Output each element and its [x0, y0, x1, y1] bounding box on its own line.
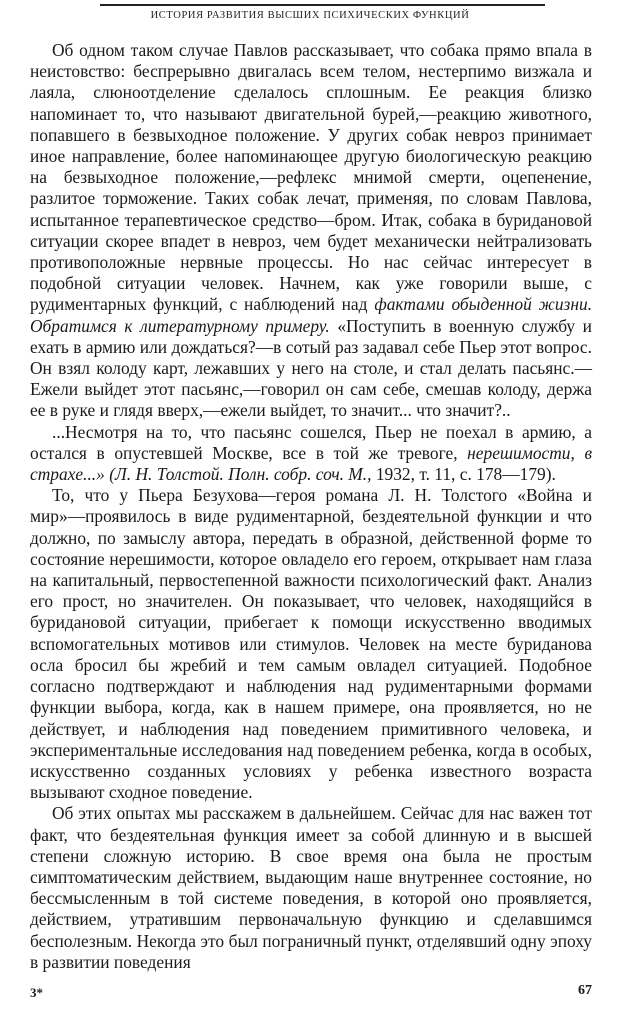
paragraph-text: «Поступить в военную службу и ехать в армию или дождаться?—в сотый раз задавал себе Пьер этот вопрос. Он взял колоду карт, лежавших у него на столе, и стал делать пасьянс.—Ежели выйдет этот пасьянс,—говорил он сам себе, смешав колоду, держа ее в руке и глядя вверх,—ежели выйдет, то значит... что значит?.. [30, 315, 592, 421]
paragraph-text: 1932, т. 11, с. 178—179). [371, 464, 556, 485]
paragraph [30, 485, 592, 803]
body-text [30, 40, 592, 973]
paragraph [30, 422, 592, 486]
paragraph-italic-text: фактами обыденной жизни. Обратимся к литературному примеру. [30, 294, 593, 336]
paragraph-text: Об этих опытах мы расскажем в дальнейшем. Сейчас для нас важен тот факт, что бездеятельная функция имеет за собой длинную и в высшей степени сложную историю. В свое время она была не простым симптоматическим действием, выдающим наше внутреннее состояние, но бессмысленным в той системе поведения, в которой оно проявляется, действием, утратившим первоначальную функцию и сделавшимся бесполезным. Некогда это был пограничный пункт, отделявший одну эпоху в развитии поведения [30, 803, 592, 972]
running-head: ИСТОРИЯ РАЗВИТИЯ ВЫСШИХ ПСИХИЧЕСКИХ ФУНКЦИЙ [150, 10, 470, 21]
header-rule [100, 4, 545, 6]
paragraph-text: Об одном таком случае Павлов рассказывает, что собака прямо впала в неистовство: беспрерывно двигалась всем телом, нестерпимо визжала и лаяла, слюноотделение сделалось сплошным. Ее реакция близко напоминает то, что называют двигательной бурей,—реакцию животного, попавшего в безвыходное положение. У других собак невроз принимает иное направление, более напоминающее другую биологическую реакцию на безвыходное положение,—рефлекс мнимой смерти, оцепенение, разлитое торможение. Таких собак лечат, применяя, по словам Павлова, испытанное терапевтическое средство—бром. Итак, собака в буридановой ситуации скорее впадет в невроз, чем будет механически нейтрализовать противоположные нервные процессы. Но нас сейчас интересует в подобной ситуации человек. Начнем, как уже говорили выше, с рудиментарных функций, с наблюдений над [30, 40, 592, 315]
paragraph [30, 803, 592, 973]
paragraph-text: ...Несмотря на то, что пасьянс сошелся, Пьер не поехал в армию, а остался в опустевшей Москве, все в той же тревоге, [30, 421, 592, 463]
paragraph-italic-text: нерешимости, в страхе...» (Л. Н. Толстой. Полн. собр. соч. М., [30, 442, 592, 485]
signature-mark: 3* [30, 985, 43, 1000]
page-number: 67 [578, 983, 592, 998]
paragraph [30, 40, 592, 422]
paragraph-text: То, что у Пьера Безухова—героя романа Л. Н. Толстого «Война и мир»—проявилось в виде рудиментарной, бездеятельной функции и что должно, по замыслу автора, передать в образной, действенной форме то состояние нерешимости, которое овладело его героем, открывает нам глаза на капитальный, первостепенной важности психологический факт. Анализ его прост, но значителен. Он показывает, что человек, находящийся в буридановой ситуации, прибегает к помощи искусственно вводимых вспомогательных мотивов или стимулов. Человек на месте буриданова осла бросил бы жребий и тем самым овладел ситуацией. Подобное согласно подтверждают и наблюдения над рудиментарными формами функции выбора, когда, как в нашем примере, она проявляется, но не действует, и наблюдения над поведением примитивного человека, и экспериментальные исследования над поведением ребенка, когда в особых, искусственно созданных условиях у ребенка известного возраста вызывают сходное поведение. [30, 485, 592, 803]
